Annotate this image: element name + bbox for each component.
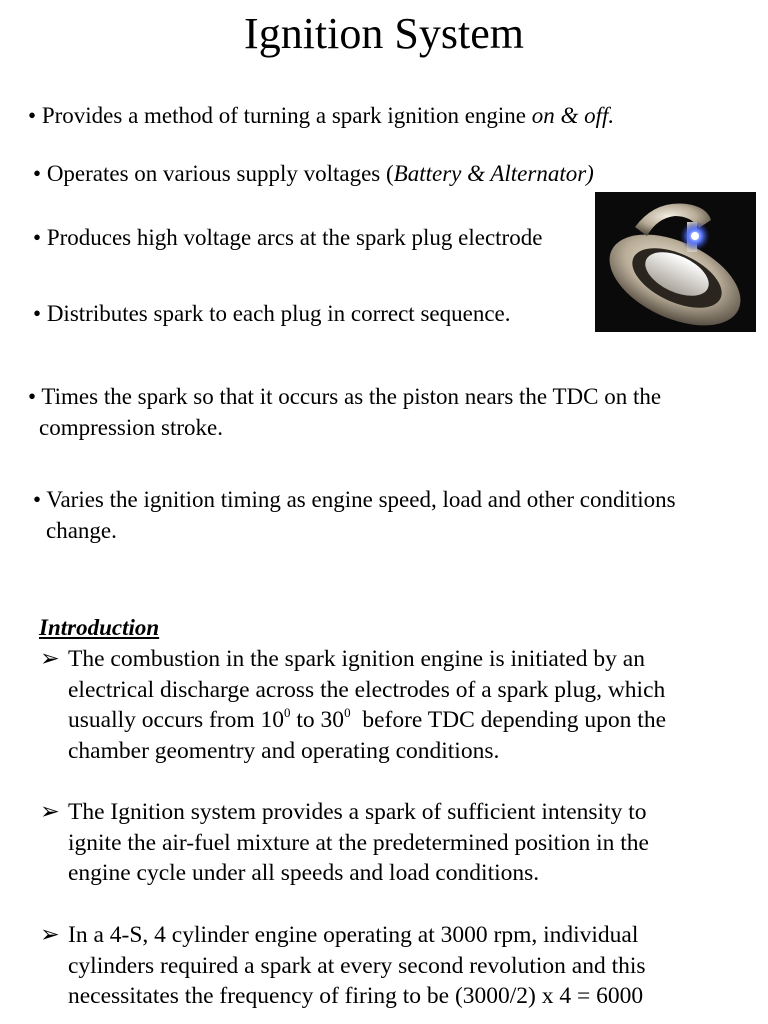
bullet-mark: • bbox=[28, 384, 37, 409]
bullet-text: Provides a method of turning a spark ignition engine bbox=[41, 103, 532, 128]
page-title: Ignition System bbox=[244, 9, 524, 58]
introduction-heading: Introduction bbox=[39, 615, 160, 640]
bullet-supply-voltages bbox=[33, 158, 594, 189]
degree-superscript: 0 bbox=[284, 705, 291, 721]
bullet-mark: • bbox=[28, 103, 37, 128]
bullet-text-line: Times the spark so that it occurs as the piston nears the TDC on the bbox=[41, 384, 662, 409]
intro-line: necessitates the frequency of firing to be (3000/2) x 4 = 6000 bbox=[68, 983, 644, 1010]
intro-item-combustion bbox=[40, 644, 740, 766]
bullet-mark: • bbox=[33, 487, 42, 512]
intro-line: The combustion in the spark ignition engine is initiated by an bbox=[68, 646, 645, 672]
bullet-mark: • bbox=[33, 301, 42, 326]
intro-line: engine cycle under all speeds and load conditions. bbox=[68, 860, 540, 887]
intro-line-with-degrees: usually occurs from $10^0$ to $30^0$ before TDC depending upon the bbox=[68, 705, 666, 734]
bullet-italic-text: Battery & Alternator) bbox=[393, 161, 594, 186]
degree-superscript: 0 bbox=[344, 705, 351, 721]
bullet-italic-text: on & off. bbox=[531, 103, 615, 128]
intro-line: chamber geomentry and operating conditions. bbox=[68, 737, 500, 764]
intro-line: In a 4-S, 4 cylinder engine operating at 3000 rpm, individual bbox=[68, 922, 639, 948]
spark-plug-image bbox=[595, 192, 756, 332]
bullet-on-off bbox=[28, 100, 614, 131]
bullet-distributes-spark bbox=[33, 298, 511, 329]
bullet-text: Distributes spark to each plug in correct sequence. bbox=[46, 301, 511, 326]
bullet-varies-timing bbox=[33, 484, 676, 546]
arrow-bullet-icon: ➢ bbox=[40, 922, 60, 948]
bullet-text: Operates on various supply voltages ( bbox=[46, 161, 394, 186]
bullet-spark-timing bbox=[28, 381, 661, 443]
intro-line: cylinders required a spark at every second revolution and this bbox=[68, 952, 646, 979]
bullet-mark: • bbox=[33, 225, 42, 250]
intro-line: The Ignition system provides a spark of sufficient intensity to bbox=[68, 799, 647, 825]
intro-item-ignition-system bbox=[40, 797, 740, 889]
bullet-high-voltage-arcs bbox=[33, 222, 595, 253]
intro-line: electrical discharge across the electrodes of a spark plug, which bbox=[68, 676, 666, 703]
spark-plug-electrode-photo bbox=[595, 192, 756, 332]
intro-line: ignite the air-fuel mixture at the predetermined position in the bbox=[68, 829, 649, 856]
bullet-text-line: Varies the ignition timing as engine speed, load and other conditions bbox=[46, 487, 676, 512]
arrow-bullet-icon: ➢ bbox=[40, 799, 60, 825]
bullet-text-line: compression stroke. bbox=[39, 415, 223, 440]
bullet-text-line: change. bbox=[46, 518, 117, 543]
arrow-bullet-icon: ➢ bbox=[40, 646, 60, 672]
bullet-mark: • bbox=[33, 161, 42, 186]
bullet-text: Produces high voltage arcs at the spark plug electrode bbox=[46, 225, 543, 250]
intro-item-firing-frequency bbox=[40, 920, 740, 1012]
